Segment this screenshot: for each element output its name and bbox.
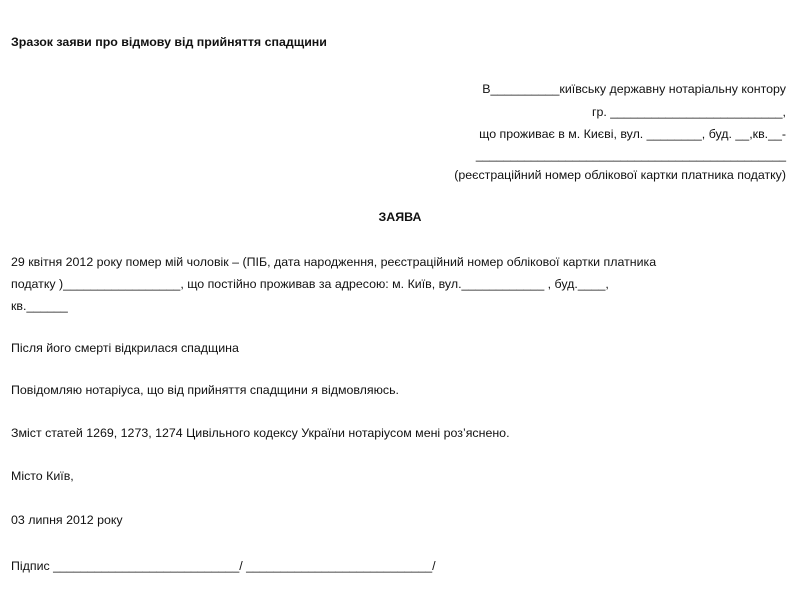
addressee-notary-office: В__________київську державну нотаріальну контору — [482, 82, 786, 96]
paragraph-death-line-1: 29 квітня 2012 року помер мій чоловік – (ПІБ, дата народження, реєстраційний номер облікової картки платника — [11, 255, 657, 269]
city-line: Місто Київ, — [11, 469, 74, 483]
paragraph-death-line-3: кв.______ — [11, 299, 68, 313]
signature-line: Підпис ___________________________/ ___________________________/ — [11, 559, 436, 573]
addressee-address: що проживає в м. Києві, вул. ________, буд. __,кв.__- — [479, 127, 786, 141]
addressee-tax-number-caption: (реєстраційний номер облікової картки платника податку) — [454, 168, 786, 182]
paragraph-refusal: Повідомляю нотаріуса, що від прийняття спадщини я відмовляюсь. — [11, 383, 399, 397]
addressee-name: гр. _________________________, — [591, 105, 786, 119]
document-title: Зразок заяви про відмову від прийняття спадщини — [11, 35, 327, 49]
paragraph-death-line-2: податку )_________________, що постійно проживав за адресою: м. Київ, вул.____________ , буд.____, — [11, 277, 609, 291]
statement-heading: ЗАЯВА — [378, 210, 422, 224]
paragraph-articles-explained: Зміст статей 1269, 1273, 1274 Цивільного кодексу України нотаріусом мені роз’яснено. — [11, 426, 510, 440]
paragraph-inheritance-opened: Після його смерті відкрилася спадщина — [11, 341, 239, 355]
addressee-blank-line: _____________________________________________ — [475, 148, 786, 162]
date-line: 03 липня 2012 року — [11, 513, 123, 527]
